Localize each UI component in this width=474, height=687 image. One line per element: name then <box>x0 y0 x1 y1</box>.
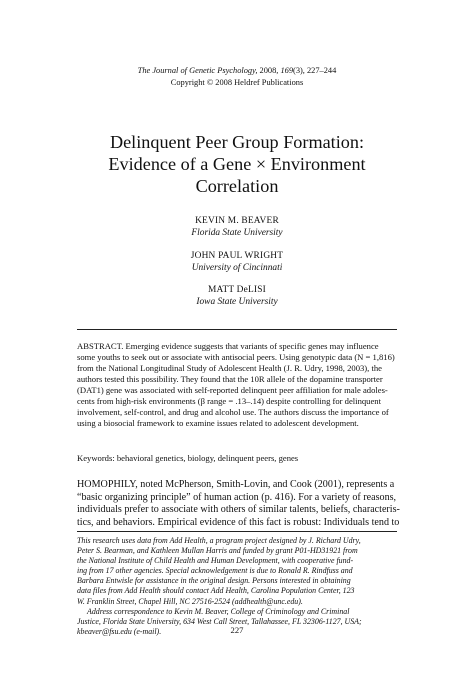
title-line-3: Correlation <box>195 176 279 196</box>
abstract-line: authors tested this possibility. They found that the 10R allele of the dopamine transporter <box>77 374 383 384</box>
footnote-line: kbeaver@fsu.edu (e-mail). <box>77 626 162 636</box>
article-title <box>0 131 474 197</box>
footnote-line: This research uses data from Add Health, a program project designed by J. Richard Udry, <box>77 536 361 545</box>
footnote <box>77 536 397 637</box>
body-line: tics, and behaviors. Empirical evidence of this fact is robust: Individuals tend to <box>77 516 400 528</box>
abstract-line: involvement, self-control, and drug and alcohol use. The authors discuss the importance of <box>77 407 389 417</box>
abstract-line: some youths to seek out or associate with antisocial peers. Using genotypic data (N = 1,816) <box>77 352 395 362</box>
keywords: Keywords: behavioral genetics, biology, delinquent peers, genes <box>77 453 299 463</box>
body-paragraph <box>77 479 400 529</box>
author-institution: Iowa State University <box>196 297 278 307</box>
abstract-line: from the National Longitudinal Study of Adolescent Health (J. R. Udry, 1998, 2003), the <box>77 363 382 373</box>
author-block-2 <box>0 250 474 274</box>
footnote-line: W. Franklin Street, Chapel Hill, NC 27516-2524 (addhealth@unc.edu). <box>77 596 303 606</box>
author-name: KEVIN M. BEAVER <box>195 216 279 226</box>
abstract-line: (DAT1) gene was associated with self-reported delinquent peer affiliation for male adoles- <box>77 385 388 395</box>
abstract-line: using a biosocial framework to examine issues related to adolescent development. <box>77 418 359 428</box>
footnote-line: Barbara Entwisle for assistance in the original design. Persons interested in obtaining <box>77 576 351 586</box>
abstract-line: ABSTRACT. Emerging evidence suggests that variants of specific genes may influence <box>77 341 379 351</box>
author-name: MATT DeLISI <box>207 285 266 295</box>
abstract-top-rule <box>77 329 397 330</box>
author-name: JOHN PAUL WRIGHT <box>190 251 284 261</box>
footnote-line: Justice, Florida State University, 634 West Call Street, Tallahassee, FL 32306-1127, USA; <box>77 616 362 626</box>
body-line: “basic organizing principle” of human action (p. 416). For a variety of reasons, <box>77 491 397 503</box>
footnote-rule <box>77 531 397 532</box>
title-line-1: Delinquent Peer Group Formation: <box>109 132 365 152</box>
footnote-line: Peter S. Bearman, and Kathleen Mullan Harris and funded by grant P01-HD31921 from <box>77 546 358 556</box>
page-number: 227 <box>230 625 244 635</box>
footnote-line: Address correspondence to Kevin M. Beaver, College of Criminology and Criminal <box>87 606 350 616</box>
footnote-line: ing from 17 other agencies. Special acknowledgement is due to Ronald R. Rindfuss and <box>77 566 353 576</box>
author-block-3 <box>0 284 474 308</box>
journal-name: The Journal of Genetic Psychology, <box>137 66 258 75</box>
footnote-line: the National Institute of Child Health and Human Development, with cooperative fund- <box>77 556 354 566</box>
copyright-line: Copyright © 2008 Heldref Publications <box>170 78 304 87</box>
journal-citation <box>0 66 474 76</box>
journal-year: 2008, <box>257 66 281 75</box>
author-institution: University of Cincinnati <box>191 263 283 273</box>
abstract <box>77 341 397 429</box>
author-block-1 <box>0 215 474 239</box>
journal-issue-pages: (3), 227–244 <box>293 66 337 75</box>
body-line: HOMOPHILY, noted McPherson, Smith-Lovin, and Cook (2001), represents a <box>77 479 395 490</box>
title-line-2: Evidence of a Gene × Environment <box>108 154 366 174</box>
footnote-line: data files from Add Health should contact Add Health, Carolina Population Center, 123 <box>77 586 355 596</box>
journal-volume: 169 <box>280 66 294 75</box>
author-institution: Florida State University <box>191 228 283 238</box>
body-line: individuals prefer to associate with others of similar talents, beliefs, characteris- <box>77 504 400 516</box>
abstract-line: cents from high-risk environments (β range = .13–.14) despite controlling for delinquent <box>77 396 381 406</box>
